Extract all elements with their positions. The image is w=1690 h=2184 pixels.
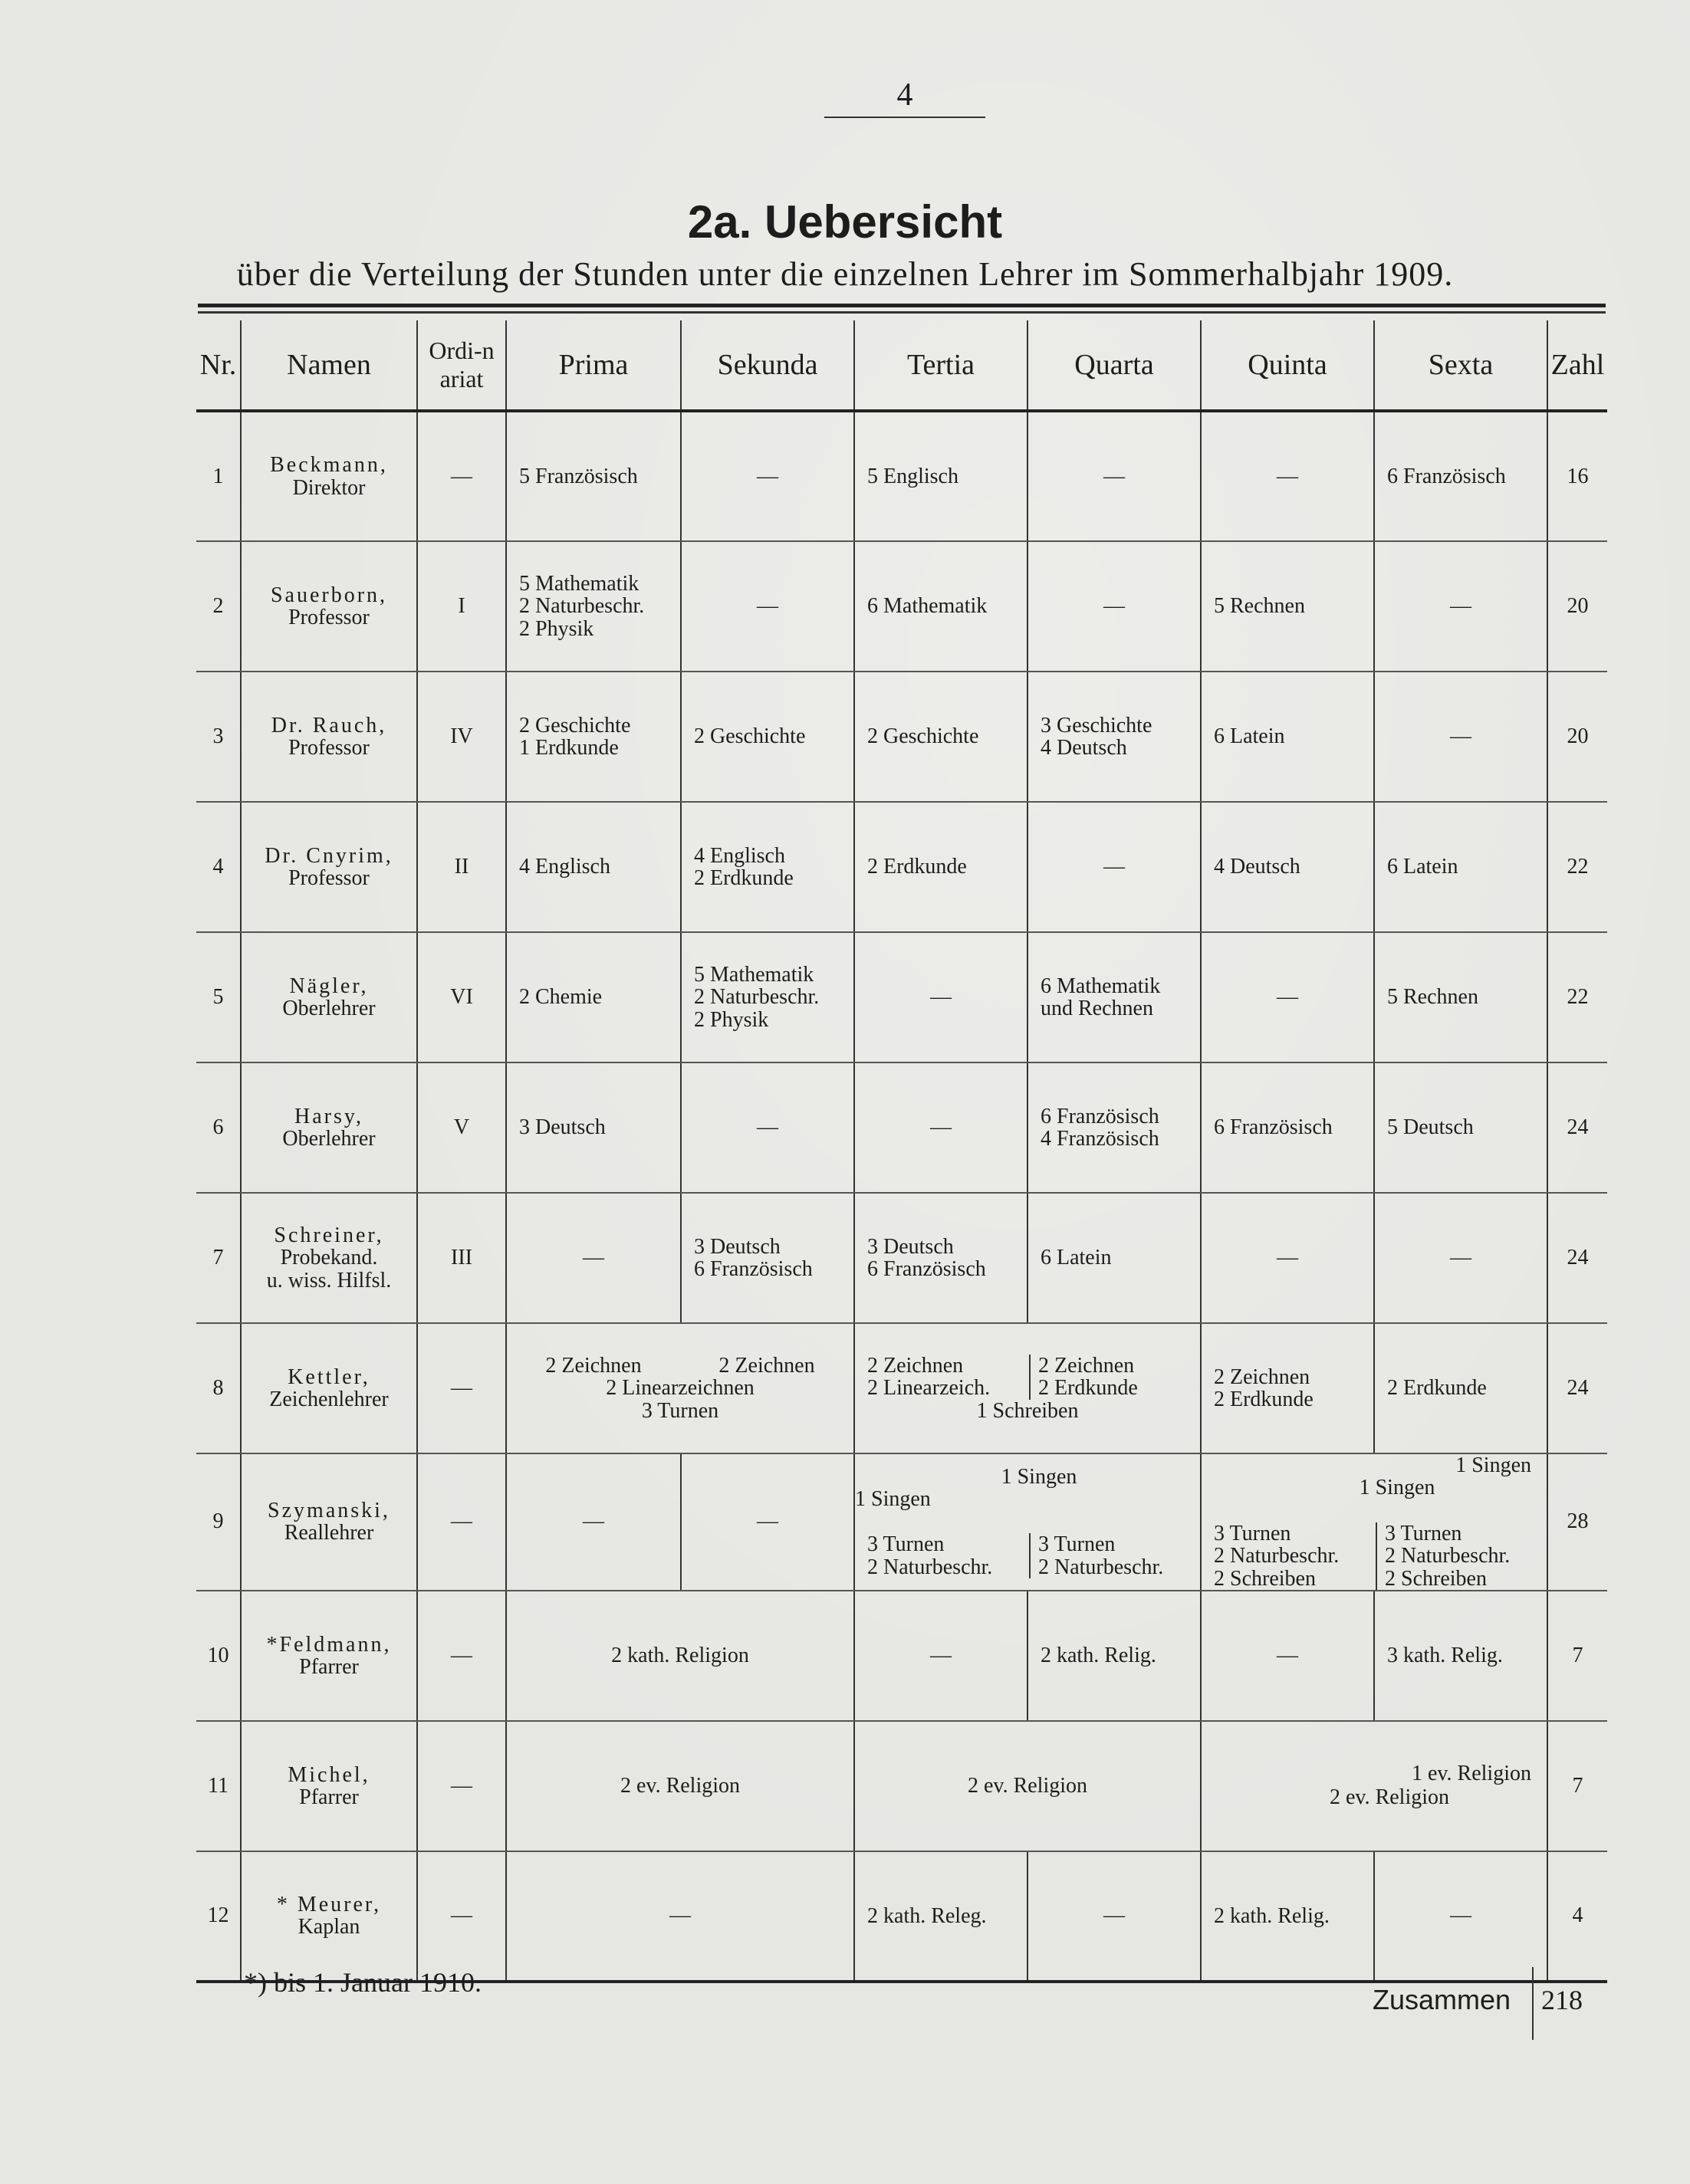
- cell-prima: —: [506, 1193, 681, 1323]
- cell-quarta: 6 Latein: [1027, 1193, 1201, 1323]
- row-ordinariat: —: [417, 1323, 506, 1453]
- cell-sekunda: 2 Geschichte: [681, 672, 854, 802]
- cell-quinta: 4 Deutsch: [1201, 802, 1374, 932]
- cell-sexta: 6 Französisch: [1374, 411, 1547, 541]
- row-name: [241, 1062, 417, 1193]
- cell-tertia: 2 Geschichte: [854, 672, 1027, 802]
- table-row: [196, 1062, 1607, 1193]
- cell-quinta: 2 Zeichnen 2 Erdkunde: [1201, 1323, 1374, 1453]
- table-row: [196, 1721, 1607, 1851]
- row-name: [241, 1721, 417, 1851]
- cell-sekunda: —: [681, 541, 854, 672]
- row-name: [241, 1453, 417, 1591]
- cell-sexta: 3 Turnen 2 Naturbeschr. 2 Schreiben: [1376, 1522, 1547, 1590]
- table-header-row: [196, 320, 1607, 411]
- header-nr: Nr.: [196, 320, 241, 411]
- cell-quinta: —: [1201, 1193, 1374, 1323]
- cell-tertia: —: [854, 1591, 1027, 1721]
- row-nr: 7: [196, 1193, 241, 1323]
- top-rule: [198, 304, 1606, 307]
- header-ordinariat: [417, 320, 506, 411]
- header-prima: Prima: [506, 320, 681, 411]
- cell-sekunda: —: [681, 1453, 854, 1591]
- row-name: [241, 802, 417, 932]
- cell-prima: 2 Zeichnen: [545, 1353, 642, 1378]
- cell-prima-sekunda-span: 2 ev. Religion: [506, 1721, 854, 1851]
- teacher-title: Reallehrer: [284, 1521, 374, 1545]
- cell-quarta: —: [1027, 411, 1201, 541]
- cell-quarta: 2 Zeichnen 2 Erdkunde: [1029, 1355, 1200, 1400]
- teacher-name: Sauerborn,: [270, 583, 388, 607]
- cell-prima: —: [506, 1453, 681, 1591]
- teacher-title: Zeichenlehrer: [269, 1388, 389, 1411]
- teacher-title: Professor: [288, 606, 370, 629]
- header-sexta: Sexta: [1374, 320, 1547, 411]
- cell-quinta: —: [1201, 411, 1374, 541]
- cell-prima-sekunda-span: —: [506, 1851, 854, 1982]
- cell-sexta: 6 Latein: [1374, 802, 1547, 932]
- cell-zahl: 24: [1547, 1323, 1607, 1453]
- cell-prima: 4 Englisch: [506, 802, 681, 932]
- teacher-name: Kettler,: [288, 1365, 370, 1389]
- row-nr: 9: [196, 1453, 241, 1591]
- cell-tertia: 3 Deutsch 6 Französisch: [854, 1193, 1027, 1323]
- span-bottom-line: [855, 1533, 1200, 1578]
- teacher-name: *Feldmann,: [266, 1632, 392, 1657]
- cell-quinta: 2 kath. Relig.: [1201, 1851, 1374, 1982]
- cell-zahl: 4: [1547, 1851, 1607, 1982]
- teacher-title: Oberlehrer: [282, 997, 376, 1020]
- cell-tertia: 2 kath. Releg.: [854, 1851, 1027, 1982]
- row-ordinariat: —: [417, 1721, 506, 1851]
- row-nr: 6: [196, 1062, 241, 1193]
- cell-sexta: 5 Rechnen: [1374, 932, 1547, 1062]
- cell-quinta: 3 Turnen 2 Naturbeschr. 2 Schreiben: [1214, 1521, 1340, 1591]
- cell-sekunda: —: [681, 1062, 854, 1193]
- table-row: [196, 932, 1607, 1062]
- teacher-name: Michel,: [288, 1762, 370, 1787]
- cell-tertia: —: [854, 1062, 1027, 1193]
- cell-tertia: 6 Mathematik: [854, 541, 1027, 672]
- cell-quinta: —: [1201, 1591, 1374, 1721]
- span-line: 2 Linearzeichnen: [606, 1376, 755, 1401]
- cell-prima: 3 Deutsch: [506, 1062, 681, 1193]
- cell-sexta: —: [1374, 672, 1547, 802]
- cell-quarta: 2 kath. Relig.: [1027, 1591, 1201, 1721]
- cell-prima: 5 Mathematik 2 Naturbeschr. 2 Physik: [506, 541, 681, 672]
- cell-quarta: 3 Geschichte 4 Deutsch: [1027, 672, 1201, 802]
- cell-sexta: 5 Deutsch: [1374, 1062, 1547, 1193]
- teacher-title: Probekand.: [280, 1246, 378, 1270]
- page-subtitle: über die Verteilung der Stunden unter die einzelnen Lehrer im Sommerhalbjahr 1909.: [236, 255, 1454, 293]
- teacher-title: Professor: [288, 736, 370, 760]
- row-nr: 1: [196, 411, 241, 541]
- cell-quarta: 3 Turnen 2 Naturbeschr.: [1029, 1533, 1200, 1578]
- row-ordinariat: V: [417, 1062, 506, 1193]
- span-line: 1 Schreiben: [976, 1398, 1079, 1423]
- header-zahl: Zahl: [1547, 320, 1607, 411]
- span-top-line: [507, 1355, 853, 1377]
- cell-prima: 2 Geschichte 1 Erdkunde: [506, 672, 681, 802]
- teacher-name: Beckmann,: [270, 453, 388, 478]
- cell-quarta: —: [1027, 1851, 1201, 1982]
- table-row: [196, 672, 1607, 802]
- row-name: [241, 1323, 417, 1453]
- table-row: [196, 802, 1607, 932]
- cell-tertia: 2 Zeichnen 2 Linearzeich.: [867, 1353, 991, 1401]
- teacher-title: Direktor: [292, 475, 366, 500]
- span-top-line: [855, 1355, 1200, 1400]
- row-ordinariat: II: [417, 802, 506, 932]
- row-ordinariat: —: [417, 1591, 506, 1721]
- cell-zahl: 16: [1547, 411, 1607, 541]
- cell-quinta-sexta-span: [1201, 1721, 1547, 1851]
- row-nr: 3: [196, 672, 241, 802]
- row-nr: 4: [196, 802, 241, 932]
- page-number: 4: [824, 77, 985, 118]
- row-name: [241, 411, 417, 541]
- teacher-name: Szymanski,: [268, 1499, 390, 1523]
- teacher-title: Pfarrer: [299, 1785, 359, 1809]
- row-name: [241, 1591, 417, 1721]
- table-row: [196, 411, 1607, 541]
- footnote: *) bis 1. Januar 1910.: [244, 1967, 482, 1998]
- cell-tertia-quarta-span: [854, 1323, 1201, 1453]
- teacher-title: Professor: [288, 866, 370, 890]
- header-tertia: Tertia: [854, 320, 1027, 411]
- teacher-title: Oberlehrer: [282, 1127, 376, 1151]
- cell-sexta: 2 Erdkunde: [1374, 1323, 1547, 1453]
- teacher-name: Harsy,: [294, 1104, 364, 1128]
- row-ordinariat: VI: [417, 932, 506, 1062]
- row-ordinariat: —: [417, 411, 506, 541]
- span-line: 1 Singen: [1359, 1476, 1435, 1500]
- cell-zahl: 22: [1547, 932, 1607, 1062]
- cell-quarta: —: [1027, 541, 1201, 672]
- table-row: [196, 1591, 1607, 1721]
- row-ordinariat: —: [417, 1851, 506, 1982]
- row-ordinariat: —: [417, 1453, 506, 1591]
- cell-quarta: 6 Französisch 4 Französisch: [1027, 1062, 1201, 1193]
- span-line: 1 Singen: [855, 1487, 931, 1512]
- cell-tertia: 2 Erdkunde: [854, 802, 1027, 932]
- cell-zahl: 7: [1547, 1591, 1607, 1721]
- row-name: [241, 1193, 417, 1323]
- row-name: [241, 672, 417, 802]
- table-row: [196, 541, 1607, 672]
- span-bottom-line: [1202, 1522, 1547, 1590]
- header-ordinariat-text: Ordi-nariat: [429, 337, 495, 392]
- row-ordinariat: IV: [417, 672, 506, 802]
- span-line: 3 Turnen: [641, 1398, 719, 1423]
- cell-quinta: —: [1201, 932, 1374, 1062]
- cell-zahl: 22: [1547, 802, 1607, 932]
- header-quinta: Quinta: [1201, 320, 1374, 411]
- span-line: 1 ev. Religion: [1411, 1762, 1531, 1786]
- teacher-name: Schreiner,: [274, 1223, 384, 1247]
- teacher-title: Kaplan: [298, 1915, 360, 1939]
- row-name: [241, 1851, 417, 1982]
- cell-prima: 2 Chemie: [506, 932, 681, 1062]
- cell-prima-sekunda-span: [506, 1323, 854, 1453]
- cell-prima-sekunda-span: 2 kath. Religion: [506, 1591, 854, 1721]
- cell-quarta: —: [1027, 802, 1201, 932]
- cell-prima: 5 Französisch: [506, 411, 681, 541]
- row-nr: 5: [196, 932, 241, 1062]
- cell-tertia: 5 Englisch: [854, 411, 1027, 541]
- cell-sekunda: 2 Zeichnen: [718, 1353, 815, 1378]
- row-nr: 2: [196, 541, 241, 672]
- cell-quinta: 5 Rechnen: [1201, 541, 1374, 672]
- row-ordinariat: I: [417, 541, 506, 672]
- cell-zahl: 20: [1547, 541, 1607, 672]
- header-namen: Namen: [241, 320, 417, 411]
- cell-sekunda: 4 Englisch 2 Erdkunde: [681, 802, 854, 932]
- cell-sexta: 3 kath. Relig.: [1374, 1591, 1547, 1721]
- header-quarta: Quarta: [1027, 320, 1201, 411]
- row-ordinariat: III: [417, 1193, 506, 1323]
- cell-zahl: 24: [1547, 1062, 1607, 1193]
- row-name: [241, 541, 417, 672]
- table-row: [196, 1453, 1607, 1591]
- row-nr: 8: [196, 1323, 241, 1453]
- teacher-name: Dr. Rauch,: [271, 713, 387, 737]
- table-row: [196, 1323, 1607, 1453]
- cell-quinta: 6 Französisch: [1201, 1062, 1374, 1193]
- cell-sekunda: —: [681, 411, 854, 541]
- cell-tertia: 3 Turnen 2 Naturbeschr.: [867, 1532, 993, 1579]
- row-nr: 12: [196, 1851, 241, 1982]
- cell-tertia-quarta-span: [854, 1453, 1201, 1591]
- teacher-subtitle: u. wiss. Hilfsl.: [266, 1268, 392, 1292]
- cell-zahl: 20: [1547, 672, 1607, 802]
- teacher-name: Dr. Cnyrim,: [265, 843, 393, 868]
- cell-zahl: 28: [1547, 1453, 1607, 1591]
- teacher-name: Nägler,: [289, 974, 369, 998]
- span-line: 1 Singen: [1001, 1464, 1077, 1489]
- table-row: [196, 1851, 1607, 1982]
- page-title: 2a. Uebersicht: [687, 196, 1003, 248]
- span-line: 1 Singen: [1455, 1453, 1531, 1477]
- cell-quinta: 6 Latein: [1201, 672, 1374, 802]
- cell-quarta: 6 Mathematik und Rechnen: [1027, 932, 1201, 1062]
- cell-quinta-sexta-span: [1201, 1453, 1547, 1591]
- cell-sexta: —: [1374, 1851, 1547, 1982]
- cell-tertia: —: [854, 932, 1027, 1062]
- teacher-name: * Meurer,: [276, 1893, 382, 1917]
- cell-zahl: 24: [1547, 1193, 1607, 1323]
- span-line: 2 ev. Religion: [1329, 1785, 1450, 1809]
- row-nr: 10: [196, 1591, 241, 1721]
- teacher-title: Pfarrer: [299, 1654, 359, 1679]
- row-nr: 11: [196, 1721, 241, 1851]
- cell-sexta: —: [1374, 541, 1547, 672]
- total-divider: [1532, 1967, 1534, 2040]
- total-value: 218: [1541, 1985, 1583, 2015]
- row-name: [241, 932, 417, 1062]
- cell-sekunda: 3 Deutsch 6 Französisch: [681, 1193, 854, 1323]
- total-label: Zusammen: [1373, 1984, 1511, 2015]
- top-rule-thin: [198, 311, 1606, 314]
- teacher-hours-table: [196, 320, 1607, 1983]
- table-row: [196, 1193, 1607, 1323]
- cell-zahl: 7: [1547, 1721, 1607, 1851]
- cell-tertia-quarta-span: 2 ev. Religion: [854, 1721, 1201, 1851]
- cell-sekunda: 5 Mathematik 2 Naturbeschr. 2 Physik: [681, 932, 854, 1062]
- cell-sexta: —: [1374, 1193, 1547, 1323]
- header-sekunda: Sekunda: [681, 320, 854, 411]
